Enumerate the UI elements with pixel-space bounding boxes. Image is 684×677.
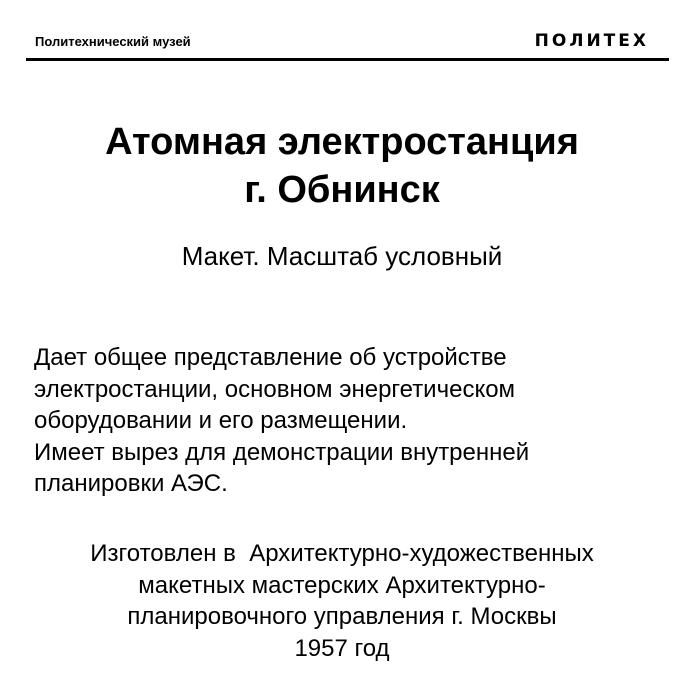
credit-line: планировочного управления г. Москвы [127,603,557,630]
header-divider [26,58,669,61]
description-line: Дает общее представление об устройстве [34,344,507,371]
description-line: Имеет вырез для демонстрации внутренней [34,438,530,466]
exhibit-title [0,118,684,214]
museum-name: Политехнический музей [35,34,191,49]
exhibit-description [34,342,664,500]
exhibit-subtitle: Макет. Масштаб условный [181,241,503,271]
credit-line: макетных мастерских Архитектурно- [138,571,546,599]
description-line: оборудовании и его размещении. [34,407,408,434]
exhibit-title-line-2: г. Обнинск [244,169,440,211]
credit-year: 1957 год [294,634,390,662]
description-line: планировки АЭС. [34,470,228,497]
exhibit-title-line-1: Атомная электростанция [105,121,579,163]
description-line: электростанции, основном энергетическом [34,375,516,403]
exhibit-credit [0,538,684,664]
politeh-logo: ПОЛИТЕХ [534,31,649,51]
credit-line: Изготовлен в Архитектурно-художественных [90,540,594,567]
